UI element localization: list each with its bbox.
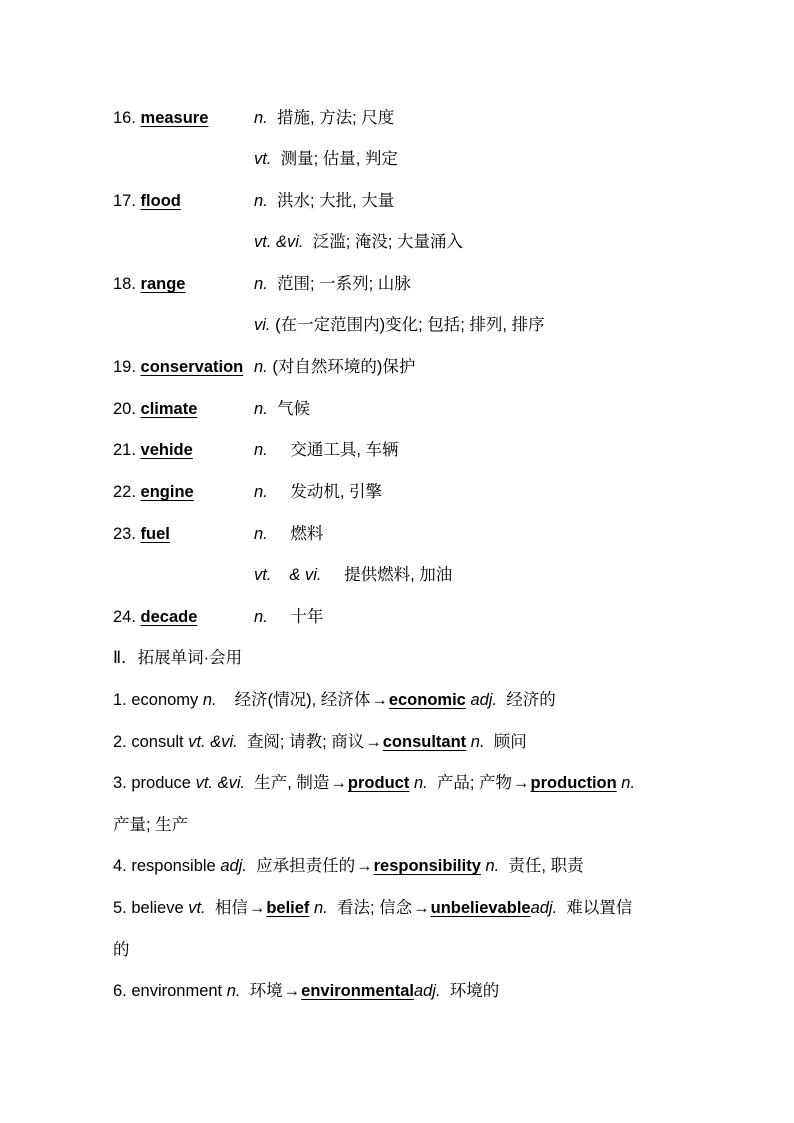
list-item: 3. produce vt. &vi. 生产, 制造→product n. 产品; 产物→production n.	[113, 774, 636, 792]
vocab-word: decade	[140, 608, 198, 626]
arrow-icon: →	[330, 774, 347, 792]
list-item-continuation: 的	[113, 941, 130, 959]
answer-word: responsibility	[373, 857, 481, 875]
vocab-word: vehide	[140, 441, 193, 459]
vocab-definition: vt. &vi. 泛滥; 淹没; 大量涌入	[254, 233, 464, 251]
list-item-continuation: 产量; 生产	[113, 816, 189, 834]
vocab-word: conservation	[140, 358, 244, 376]
arrow-icon: →	[371, 691, 388, 709]
vocab-word: climate	[140, 400, 198, 418]
answer-word: environmental	[301, 982, 414, 1000]
vocab-entry: 22. engine	[113, 483, 194, 501]
vocab-definition: n. 措施, 方法; 尺度	[254, 109, 395, 127]
answer-word: belief	[266, 899, 310, 917]
vocab-definition: vt. 测量; 估量, 判定	[254, 150, 398, 168]
vocab-definition: n. (对自然环境的)保护	[254, 358, 416, 376]
list-item: 6. environment n. 环境→environmentaladj. 环境的	[113, 982, 500, 1000]
vocab-definition: n. 十年	[254, 608, 324, 626]
vocab-entry: 20. climate	[113, 400, 198, 418]
vocab-entry: 19. conservation	[113, 358, 244, 376]
vocab-definition: n. 发动机, 引擎	[254, 483, 383, 501]
vocab-word: flood	[140, 192, 181, 210]
answer-word: production	[530, 774, 617, 792]
list-item: 5. believe vt. 相信→belief n. 看法; 信念→unbelievableadj. 难以置信	[113, 899, 633, 917]
section-heading: Ⅱ．拓展单词·会用	[113, 649, 243, 667]
vocab-word: measure	[140, 109, 209, 127]
vocab-definition: vt. & vi. 提供燃料, 加油	[254, 566, 453, 584]
arrow-icon: →	[413, 899, 430, 917]
answer-word: unbelievable	[430, 899, 531, 917]
vocab-word: engine	[140, 483, 194, 501]
vocab-word: fuel	[140, 525, 170, 543]
answer-word: product	[347, 774, 410, 792]
vocab-definition: n. 交通工具, 车辆	[254, 441, 399, 459]
vocab-word: range	[140, 275, 186, 293]
vocab-entry: 18. range	[113, 275, 186, 293]
vocab-entry: 16. measure	[113, 109, 209, 127]
vocab-definition: n. 范围; 一系列; 山脉	[254, 275, 411, 293]
arrow-icon: →	[356, 857, 373, 875]
vocab-entry: 23. fuel	[113, 525, 170, 543]
list-item: 1. economy n. 经济(情况), 经济体→economic adj. 经济的	[113, 691, 556, 709]
vocab-definition: n. 洪水; 大批, 大量	[254, 192, 395, 210]
list-item: 4. responsible adj. 应承担责任的→responsibility n. 责任, 职责	[113, 857, 584, 875]
arrow-icon: →	[365, 733, 382, 751]
list-item: 2. consult vt. &vi. 查阅; 请教; 商议→consultant n. 顾问	[113, 733, 527, 751]
vocab-definition: n. 气候	[254, 400, 310, 418]
vocab-entry: 24. decade	[113, 608, 198, 626]
vocab-definition: n. 燃料	[254, 525, 324, 543]
arrow-icon: →	[513, 774, 530, 792]
arrow-icon: →	[283, 982, 301, 1000]
vocab-entry: 17. flood	[113, 192, 181, 210]
vocab-entry: 21. vehide	[113, 441, 193, 459]
vocab-definition: vi. (在一定范围内)变化; 包括; 排列, 排序	[254, 316, 545, 334]
answer-word: economic	[388, 691, 466, 709]
answer-word: consultant	[382, 733, 467, 751]
arrow-icon: →	[248, 899, 266, 917]
